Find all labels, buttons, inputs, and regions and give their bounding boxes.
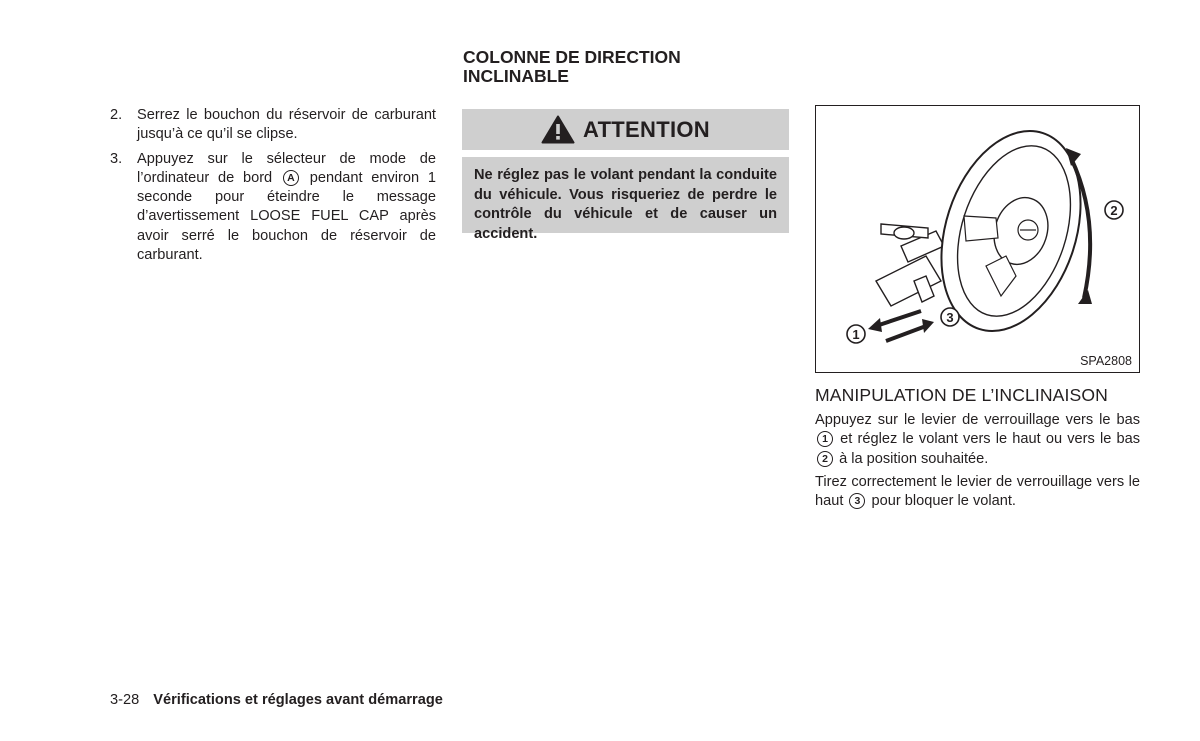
- step-text: Serrez le bouchon du réservoir de carburant jusqu’à ce qu’il se clipse.: [137, 107, 436, 143]
- steering-wheel-illustration: [816, 106, 1138, 371]
- marker-3: 3: [849, 493, 865, 509]
- subheading: MANIPULATION DE L’INCLINAISON: [815, 385, 1108, 405]
- step-text-part: pendant environ 1 seconde pour éteindre le message d’avertissement LOOSE FUEL CAP après avoir serré le bouchon de réservoir de carburant.: [137, 169, 437, 264]
- instruction-steps: [110, 106, 436, 270]
- page-number: 3-28: [110, 692, 140, 708]
- marker-1: 1: [817, 431, 833, 447]
- step-2: [110, 106, 436, 145]
- para-text: à la position souhaitée.: [839, 450, 989, 467]
- attention-header: [462, 109, 789, 150]
- section-title-line2: INCLINABLE: [463, 66, 569, 86]
- paragraph-tilt-operation: [815, 411, 1140, 469]
- attention-title: ATTENTION: [583, 116, 710, 142]
- step-text: [137, 150, 436, 266]
- step-number: 3.: [110, 150, 123, 167]
- para-text: et réglez le volant vers le haut ou vers le bas: [840, 431, 1140, 448]
- step-number: 2.: [110, 107, 123, 123]
- section-title-line1: COLONNE DE DIRECTION: [463, 47, 681, 67]
- marker-2: 2: [817, 451, 833, 467]
- paragraph-lock: [815, 473, 1140, 512]
- section-title: [463, 48, 793, 86]
- callout-3: 3: [946, 310, 954, 325]
- warning-triangle-icon: [541, 115, 575, 144]
- footer-title: Vérifications et réglages avant démarrage: [153, 692, 443, 708]
- step-text-part: Appuyez sur le sélecteur de mode de l’ordinateur de bord: [137, 150, 436, 186]
- marker-a: A: [283, 170, 299, 186]
- para-text: Appuyez sur le levier de verrouillage vers le bas: [815, 412, 1140, 428]
- steering-wheel-figure: [815, 105, 1140, 373]
- page-footer: [110, 692, 443, 708]
- para-text: pour bloquer le volant.: [871, 493, 1016, 510]
- callout-2: 2: [1110, 203, 1118, 218]
- callout-1: 1: [852, 327, 860, 342]
- step-3: [110, 150, 436, 266]
- attention-body: Ne réglez pas le volant pendant la conduite du véhicule. Vous risqueriez de perdre le contrôle du véhicule et de causer un accident.: [462, 157, 789, 233]
- figure-code: SPA2808: [1080, 354, 1132, 368]
- para-text: Tirez correctement le levier de verrouillage vers le haut: [815, 474, 1140, 510]
- attention-box: [462, 109, 789, 242]
